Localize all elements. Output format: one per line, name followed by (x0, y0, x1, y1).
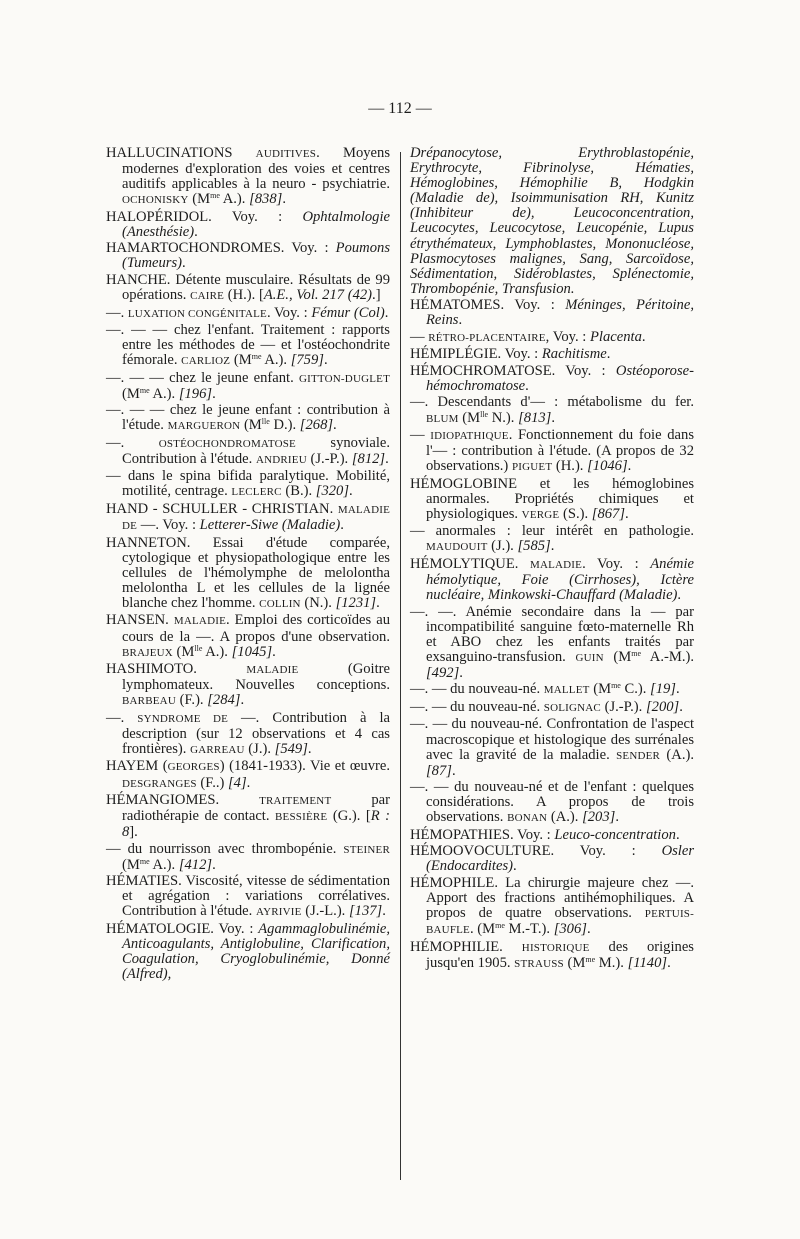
index-entry (106, 536, 390, 612)
entry-text: . (675, 826, 680, 843)
author-name: PERTUIS-BAUFLE (426, 908, 694, 937)
italic-text: Placenta (590, 328, 642, 345)
entry-text: (M (458, 409, 481, 426)
entry-text: — (410, 328, 429, 345)
entry-text: HAYEM ( (106, 758, 168, 775)
index-entry (410, 477, 694, 523)
entry-text: (S.). (559, 505, 592, 522)
italic-text: Osler (Endocardites) (426, 843, 694, 875)
superscript: lle (261, 417, 270, 427)
entry-text: (M (240, 417, 262, 434)
italic-text: Letterer-Siwe (Maladie) (199, 517, 341, 534)
entry-text: D.). (269, 417, 300, 434)
index-entry (410, 940, 694, 972)
entry-text: A.). (202, 643, 232, 660)
index-entry (106, 403, 390, 434)
superscript: me (631, 648, 641, 658)
entry-text: HAND - SCHULLER - CHRISTIAN. (106, 500, 338, 517)
entry-text: par radiothérapie de contact. (122, 792, 390, 825)
italic-text: [838] (249, 191, 283, 208)
index-entry (106, 922, 390, 982)
author-name: VERGE (521, 508, 560, 521)
entry-text: . Fonctionnement du foie dans l'— : contribution à l'étude. (A propos de 32 observations.) (426, 427, 694, 475)
index-column-left (106, 146, 390, 984)
index-entry (106, 613, 390, 660)
entry-text: (M (589, 681, 612, 698)
author-name: HISTORIQUE (521, 941, 590, 954)
entry-text: . (340, 517, 344, 534)
author-name: MAUDOUIT (426, 541, 488, 554)
index-entry (106, 210, 390, 240)
entry-text: . (182, 255, 186, 272)
author-name: OCHONISKY (122, 194, 189, 207)
author-name: STRAUSS (514, 957, 564, 970)
entry-text: HÉMATOMES. Voy. : (410, 297, 566, 314)
entry-text: . (550, 538, 555, 555)
superscript: me (139, 385, 150, 395)
author-name: BRAJEUX (122, 646, 173, 659)
entry-text: —. — du nouveau-né. Confrontation de l'aspect macroscopique et histologique des surrénales avec la gravité de la maladie. (410, 716, 694, 763)
italic-text: [268] (299, 417, 334, 434)
entry-text: (M (563, 954, 586, 971)
italic-text: Méninges, Péritoine, Reins (426, 297, 694, 329)
author-name: SENDER (616, 749, 661, 762)
index-entry (410, 395, 694, 426)
entry-text: . (667, 954, 671, 971)
index-entry (410, 557, 694, 603)
author-name: CARLIOZ (181, 355, 231, 368)
author-name: GITTON-DUGLET (299, 372, 390, 385)
author-name: DESGRANGES (122, 777, 197, 790)
entry-text: (J.). (487, 538, 518, 555)
index-entry (410, 876, 694, 938)
entry-text: (J.-P.). (600, 698, 646, 715)
entry-text: . (606, 346, 611, 363)
index-column-right (410, 146, 694, 973)
entry-text: — anormales : leur intérêt en pathologie. (410, 523, 694, 540)
italic-text: Agammaglobulinémie, Anticoagulants, Antiglobuline, Clarification, Coagulation, Cryoglobulinémie, Donné (Alfred), (122, 920, 390, 983)
entry-text: (M (172, 643, 195, 660)
entry-text: . (385, 450, 389, 467)
index-entry (106, 323, 390, 369)
italic-text: [585] (517, 538, 551, 555)
italic-text: [203] (582, 809, 616, 826)
entry-text: . (625, 505, 629, 522)
index-entry (410, 364, 694, 394)
entry-text: HALOPÉRIDOL. Voy. : (106, 208, 303, 225)
author-name: RÉTRO-PLACENTAIRE (428, 331, 546, 344)
author-name: TRAITEMENT (259, 795, 332, 807)
italic-text: [306] (553, 921, 587, 938)
entry-text: .] (372, 287, 381, 304)
entry-text: . (451, 762, 456, 779)
entry-text: . (458, 312, 463, 329)
entry-text: . (382, 903, 386, 920)
index-entry (106, 241, 390, 271)
author-name: BONAN (507, 812, 548, 825)
entry-text: HÉMOCHROMATOSE. Voy. : (410, 362, 616, 379)
index-entry (410, 682, 694, 698)
entry-text: . (525, 377, 529, 394)
index-entry (410, 298, 694, 328)
entry-text: M.). (595, 954, 628, 971)
superscript: me (495, 921, 505, 931)
author-name: SYNDROME DE (137, 712, 229, 725)
author-name: GEORGES (167, 761, 220, 774)
entry-text: (H.). (552, 458, 588, 475)
author-name: BESSIÈRE (275, 811, 328, 824)
index-entry (410, 828, 694, 843)
italic-text: Anémie hémolytique, Foie (Cirrhoses), Ictère nucléaire, Minkowski-Chauffard (Maladie) (426, 555, 694, 604)
italic-text: Fémur (Col) (311, 304, 385, 321)
italic-text: [284] (207, 692, 241, 709)
entry-text: . (212, 856, 216, 873)
italic-text: [492] (426, 665, 460, 681)
entry-text: A.). (149, 856, 179, 873)
index-entry (106, 371, 390, 402)
entry-text: HÉMOPHILIE. (410, 938, 522, 955)
entry-text: HÉMATOLOGIE. Voy. : (106, 920, 259, 937)
superscript: me (585, 954, 596, 964)
entry-text: (J.-P.). (306, 450, 352, 467)
entry-text: HÉMOLYTIQUE. (410, 555, 530, 572)
entry-text: A.). (261, 352, 291, 369)
italic-text: [196] (178, 385, 213, 402)
index-entry (106, 273, 390, 304)
entry-text: . (282, 191, 286, 208)
italic-text: Rachitisme (541, 346, 607, 363)
entry-text: A.). (219, 191, 250, 208)
italic-text: R : 8 (122, 808, 390, 841)
entry-text: —. — du nouveau-né. (410, 681, 544, 698)
entry-text: . (586, 921, 591, 938)
italic-text: Ophtalmologie (Anesthésie) (122, 208, 390, 240)
entry-text: . (384, 304, 389, 321)
superscript: me (611, 681, 621, 691)
author-name: AYRIVIE (255, 906, 302, 919)
entry-text: —. — — chez le jeune enfant : contribution à l'étude. (106, 402, 390, 434)
italic-text: Poumons (Tumeurs) (122, 240, 390, 272)
author-name: MALADIE DE (122, 503, 390, 533)
italic-text: [812] (351, 450, 386, 467)
italic-text: [759] (290, 352, 324, 369)
entry-text: HÉMATIES. Viscosité, vitesse de sédimentation et agrégation : variations corrélatives. Contribution à l'étude. (106, 873, 390, 920)
entry-text: (Goitre lymphomateux. Nouvelles conceptions. (122, 661, 390, 694)
entry-text: HÉMOOVOCULTURE. Voy. : (410, 843, 662, 860)
italic-text: A.E., Vol. 217 (42) (263, 287, 373, 304)
entry-text: . (212, 385, 216, 402)
entry-text: synoviale. Contribution à l'étude. (122, 434, 390, 467)
author-name: COLLIN (259, 597, 301, 610)
page-number: — 112 — (368, 100, 432, 117)
entry-text: (J.). (244, 740, 275, 757)
entry-text: (H.). [ (224, 287, 264, 304)
entry-text: N.). (488, 409, 519, 426)
index-entry (410, 524, 694, 555)
author-name: MARGUERON (167, 420, 241, 433)
author-name: MALADIE (529, 558, 583, 571)
author-name: GUIN (575, 651, 604, 664)
entry-text: (A.). (547, 809, 583, 826)
entry-text: . (246, 774, 251, 791)
superscript: me (251, 352, 262, 362)
entry-text: . (M (469, 921, 496, 938)
entry-text: . Voy. : (582, 555, 651, 572)
entry-text: . (513, 858, 517, 875)
entry-text: —. (106, 304, 128, 321)
author-name: PIGUET (511, 461, 553, 474)
entry-text: (F.). (175, 692, 208, 709)
entry-text: HANSEN. (106, 612, 174, 629)
entry-text: . Moyens modernes d'exploration des voies et centres auditifs applicables à la neuro - psychiatrie. (122, 145, 391, 193)
superscript: lle (194, 643, 203, 653)
entry-text: HANCHE. Détente musculaire. Résultats de 99 opérations. (106, 271, 390, 304)
index-entry (106, 874, 390, 920)
entry-text: ) (1841-1933). Vie et œuvre. (219, 758, 390, 775)
entry-text: —. — — chez l'enfant. Traitement : rapports entre les méthodes de — et l'ostéochondrite fémorale. (106, 321, 390, 369)
index-entry (410, 428, 694, 475)
index-entry (106, 759, 390, 791)
index-entry (106, 306, 390, 322)
entry-text: —. — du nouveau-né et de l'enfant : quelques considérations. A propos de trois observations. (410, 779, 694, 826)
index-entry (106, 711, 390, 758)
entry-text: HANNETON. Essai d'étude comparée, cytologique et physiopathologique entre les cellules de l'hémolymphe de melolontha melolontha L et les cellules de la lignée blanche chez l'homme. (106, 534, 390, 611)
entry-text: . Voy. : (266, 304, 312, 321)
author-name: CAIRE (190, 290, 225, 303)
entry-text: HÉMIPLÉGIE. Voy. : (410, 346, 542, 363)
entry-text: HÉMOPHILE. La chirurgie majeure chez —. Apport des fractions antihémophiliques. A propos de quatre observations. (410, 874, 694, 922)
entry-text: . (376, 594, 380, 611)
author-name: AUDITIVES (255, 148, 317, 160)
entry-text: —. — du nouveau-né. (410, 698, 544, 715)
author-name: LECLERC (231, 486, 282, 499)
entry-text: HÉMOPATHIES. Voy. : (410, 826, 555, 843)
entry-text: . (333, 417, 337, 434)
entry-text: . (194, 223, 198, 240)
entry-text: — du nourrisson avec thrombopénie. (106, 840, 344, 857)
index-entry (410, 700, 694, 716)
entry-text: (J.-L.). (301, 903, 349, 920)
entry-text: (M (122, 856, 140, 873)
entry-text: HAMARTOCHONDROMES. Voy. : (106, 240, 336, 257)
author-name: OSTÉOCHONDROMATOSE (158, 437, 296, 450)
entry-text: des origines jusqu'en 1905. (426, 938, 694, 971)
italic-text: [1140] (627, 954, 668, 971)
superscript: me (139, 856, 150, 866)
italic-text: Ostéoporose-hémochromatose (426, 362, 694, 394)
index-entry (410, 330, 694, 346)
index-entry (410, 780, 694, 826)
italic-text: [137] (348, 903, 383, 920)
italic-text: [1231] (335, 594, 377, 611)
entry-text: (M (603, 648, 632, 665)
entry-text: . (459, 665, 463, 681)
index-entry (106, 842, 390, 873)
entry-text: (B.). (281, 483, 316, 500)
index-entry (410, 347, 694, 362)
entry-text: A.-M.). (641, 648, 694, 665)
entry-text: — (410, 427, 431, 444)
entry-text: —. —. Anémie secondaire dans la — par incompatibilité sanguine fœto-maternelle Rh et ABO chez les enfants traités par exsanguino-transfusion. (410, 603, 694, 665)
entry-text: . (240, 692, 245, 709)
author-name: ANDRIEU (255, 453, 307, 466)
italic-text: [867] (591, 505, 626, 522)
entry-text: . (677, 587, 682, 604)
index-entry (106, 662, 390, 709)
superscript: lle (480, 409, 489, 419)
entry-text: C.). (620, 681, 651, 698)
entry-text: . (272, 643, 276, 660)
index-entry (106, 146, 390, 208)
column-divider (400, 152, 401, 1180)
author-name: MALADIE (246, 664, 299, 677)
italic-text: [320] (315, 483, 350, 500)
author-name: SOLIGNAC (543, 701, 601, 714)
italic-text: [87] (426, 762, 452, 779)
entry-text: HALLUCINATIONS (106, 145, 256, 161)
entry-text: HASHIMOTO. (106, 661, 247, 678)
entry-text: HÉMANGIOMES. (106, 792, 260, 808)
entry-text: , Voy. : (545, 328, 590, 345)
author-name: GARREAU (190, 743, 245, 756)
italic-text: [4] (228, 774, 247, 791)
superscript: me (210, 191, 220, 201)
index-entry (106, 502, 390, 534)
index-entry (410, 717, 694, 778)
entry-text: —. Voy. : (137, 517, 200, 534)
entry-text: . (675, 681, 680, 698)
italic-text: [200] (645, 698, 680, 715)
entry-text: —. (106, 434, 159, 451)
entry-text: (F..) (196, 774, 228, 791)
index-entry (410, 146, 694, 297)
entry-text: A.). (149, 385, 179, 402)
entry-text: . Emploi des corticoïdes au cours de la —. A propos d'une observation. (122, 612, 391, 645)
index-entry (106, 436, 390, 468)
italic-text: [549] (274, 740, 308, 757)
entry-text: — dans le spina bifida paralytique. Mobilité, motilité, centrage. (106, 468, 390, 500)
entry-text: (M (230, 352, 252, 369)
entry-text: HÉMOGLOBINE et les hémoglobines anormales. Propriétés chimiques et physiologiques. (410, 475, 694, 522)
author-name: BLUM (426, 412, 459, 425)
author-name: BARBEAU (122, 695, 176, 708)
entry-text: (G.). [ (327, 808, 371, 825)
index-entry (410, 605, 694, 681)
italic-text: [1045] (231, 643, 273, 660)
italic-text: Drépanocytose, Erythroblastopénie, Erythrocyte, Fibrinolyse, Hématies, Hémoglobines, Hémophilie B, Hodgkin (Maladie de), Isoimmunisation RH, Kunitz (Inhibiteur de), Leucoconcentration, Leucocytes, Leucocytose, Leucopénie, Lupus étrythémateux, Lymphoblastes, Mononucléose, Plasmocytoses malignes, Sang, Sarcoïdose, Sédimentation, Sidéroblastes, Splénectomie, Thrombopénie, Transfusion. (410, 145, 694, 297)
entry-text: . (627, 458, 632, 475)
entry-text: (M (188, 191, 211, 208)
index-entry (106, 469, 390, 500)
entry-text: (M (122, 385, 140, 402)
entry-text: . (349, 483, 353, 500)
author-name: MALADIE (173, 615, 226, 628)
author-name: STEINER (343, 843, 390, 856)
author-name: LUXATION CONGÉNITALE (127, 307, 267, 320)
entry-text: (A.). (660, 746, 694, 763)
entry-text: —. Descendants d'— : métabolisme du fer. (410, 394, 694, 411)
index-entry (410, 844, 694, 874)
author-name: IDIOPATHIQUE (430, 430, 509, 443)
entry-text: . (551, 409, 555, 426)
entry-text: —. Contribution à la description (sur 12 observations et 4 cas frontières). (122, 709, 390, 757)
italic-text: Leuco-concentration (554, 826, 676, 843)
italic-text: [19] (650, 681, 676, 698)
entry-text: . (679, 698, 683, 715)
italic-text: [1046] (587, 458, 628, 475)
entry-text: M.-T.). (504, 921, 554, 938)
entry-text: —. — — chez le jeune enfant. (106, 369, 299, 386)
entry-text: (N.). (300, 594, 336, 611)
italic-text: [813] (518, 409, 552, 426)
entry-text: ]. (129, 824, 138, 841)
author-name: MALLET (543, 684, 590, 697)
entry-text: —. (106, 709, 138, 726)
entry-text: . (615, 809, 619, 826)
entry-text: . (641, 328, 646, 345)
entry-text: . (323, 352, 328, 369)
entry-text: . (307, 740, 312, 757)
italic-text: [412] (178, 856, 213, 873)
index-entry (106, 793, 390, 840)
